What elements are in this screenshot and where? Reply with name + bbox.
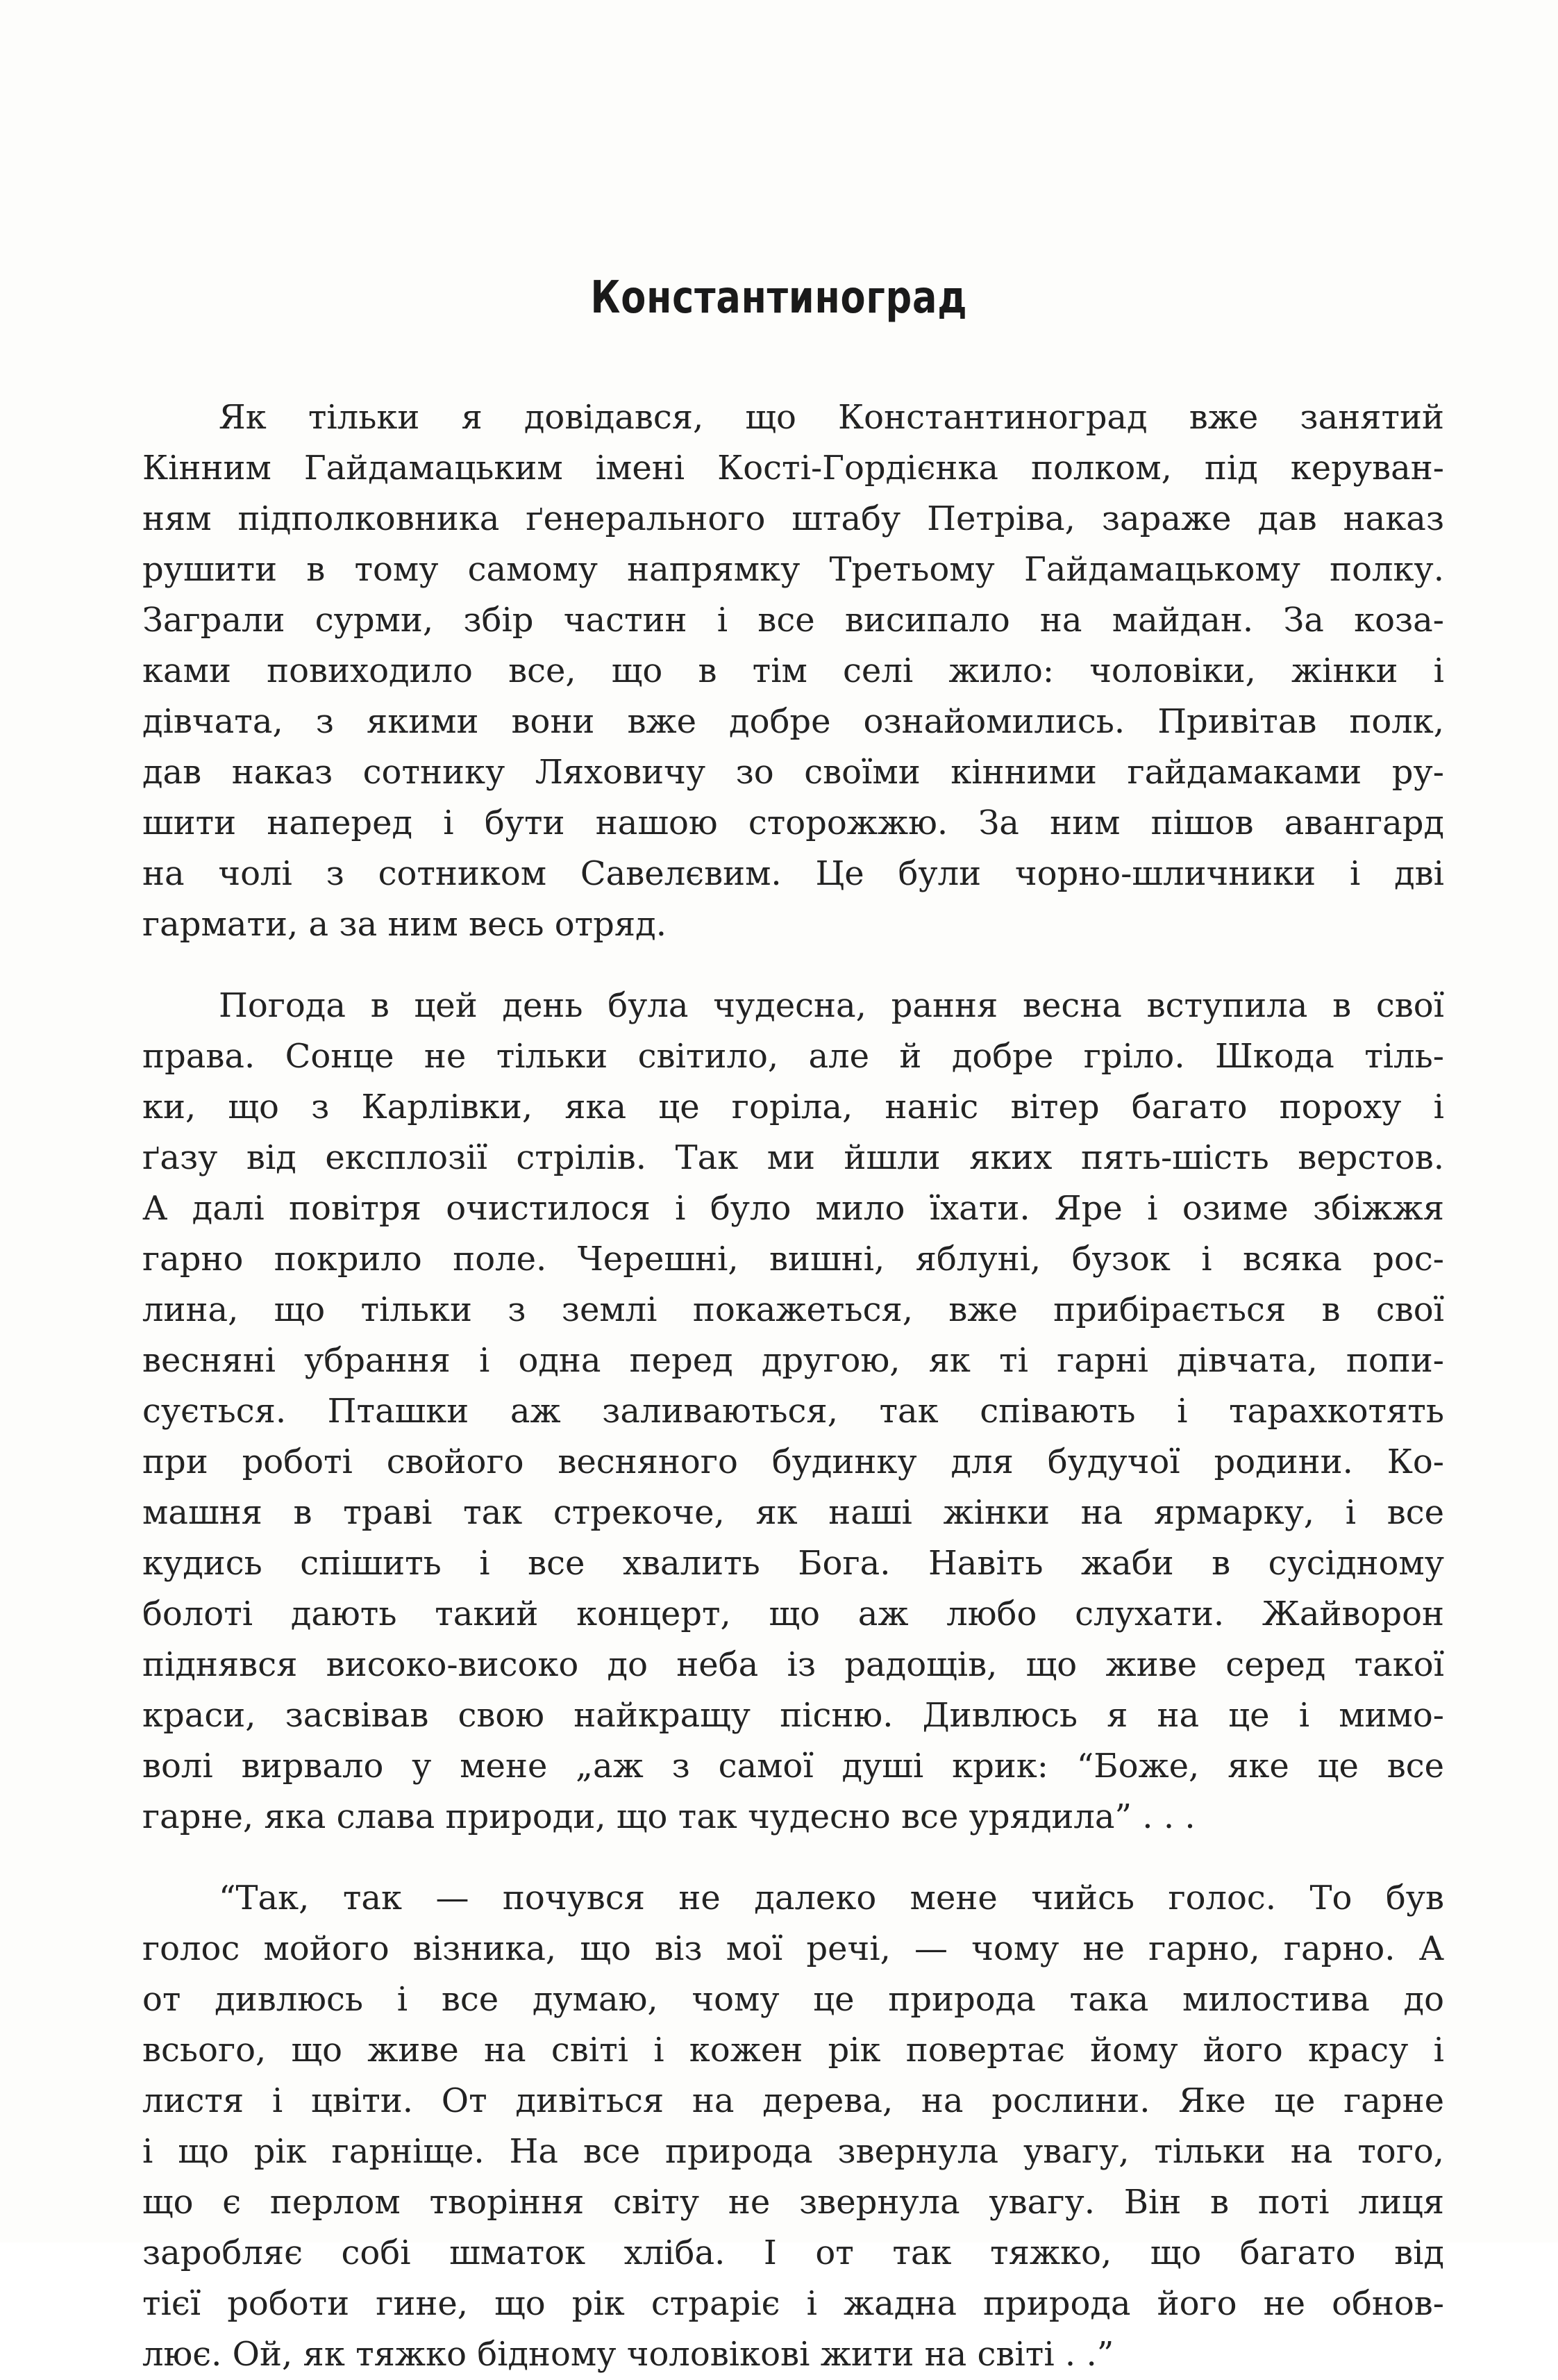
text-line: гармати, а за ним весь отряд. (142, 905, 667, 944)
text-line: кудись спішить і все хвалить Бога. Навіть жаби в сусідному (142, 1544, 1444, 1583)
text-line: що є перлом творіння світу не звернула увагу. Він в поті лиця (142, 2183, 1444, 2222)
text-line: дав наказ сотнику Ляховичу зо своїми кінними гайдамаками ру- (142, 753, 1444, 792)
text-line: волі вирвало у мене „аж з самої душі крик: “Боже, яке це все (142, 1747, 1444, 1786)
text-line: Як тільки я довідався, що Константиноград вже занятий (219, 398, 1444, 437)
text-line: сується. Пташки аж заливаються, так співають і тарахкотять (142, 1392, 1444, 1431)
text-line: от дивлюсь і все думаю, чому це природа така милостива до (142, 1980, 1444, 2019)
text-line: заробляє собі шматок хліба. І от так тяжко, що багато від (142, 2233, 1444, 2272)
text-line: листя і цвіти. От дивіться на дерева, на рослини. Яке це гарне (142, 2081, 1444, 2120)
text-line: дівчата, з якими вони вже добре ознайомились. Привітав полк, (142, 702, 1444, 741)
text-line: “Так, так — почувся не далеко мене чийсь голос. То був (219, 1879, 1444, 1917)
text-line: права. Сонце не тільки світило, але й добре гріло. Шкода тіль- (142, 1037, 1444, 1076)
paragraph-2 (142, 981, 1444, 1842)
text-line: Кінним Гайдамацьким імені Кості-Гордієнка полком, під керуван- (142, 449, 1444, 488)
text-line: краси, засвівав свою найкращу пісню. Дивлюсь я на це і мимо- (142, 1696, 1444, 1735)
text-line: Погода в цей день була чудесна, рання весна вступила в свої (219, 986, 1444, 1025)
text-line: гарно покрило поле. Черешні, вишні, яблуні, бузок і всяка рос- (142, 1240, 1444, 1279)
paragraph-spacer (142, 950, 1444, 981)
text-line: лює. Ой, як тяжко бідному чоловікові жити на світі . .” (142, 2335, 1114, 2374)
text-line: лина, що тільки з землі покажеться, вже прибірається в свої (142, 1290, 1444, 1329)
text-line: голос мойого візника, що віз мої речі, — чому не гарно, гарно. А (142, 1929, 1444, 1968)
text-line: всього, що живе на світі і кожен рік повертає йому його красу і (142, 2031, 1444, 2070)
text-line: машня в траві так стрекоче, як наші жінки на ярмарку, і все (142, 1493, 1444, 1532)
text-line: ки, що з Карлівки, яка це горіла, наніс вітер багато пороху і (142, 1088, 1444, 1126)
paragraph-3 (142, 1873, 1444, 2380)
text-line: гарне, яка слава природи, що так чудесно все урядила” . . . (142, 1797, 1196, 1836)
text-line: А далі повітря очистилося і було мило їхати. Яре і озиме збіжжя (142, 1189, 1444, 1228)
text-line: ням підполковника ґенерального штабу Петріва, зараже дав наказ (142, 499, 1444, 538)
chapter-body (142, 392, 1444, 2380)
text-line: Заграли сурми, збір частин і все висипало на майдан. За коза- (142, 601, 1444, 640)
paragraph-spacer (142, 1842, 1444, 1873)
text-line: шити наперед і бути нашою сторожжю. За ним пішов авангард (142, 804, 1444, 842)
text-line: на чолі з сотником Савелєвим. Це були чорно-шличники і дві (142, 854, 1444, 893)
text-line: піднявся високо-високо до неба із радощів, що живе серед такої (142, 1645, 1444, 1684)
text-line: ґазу від експлозії стрілів. Так ми йшли яких пять-шість верстов. (142, 1138, 1444, 1177)
text-line: при роботі свойого весняного будинку для будучої родини. Ко- (142, 1442, 1444, 1481)
paragraph-1 (142, 392, 1444, 950)
text-line: болоті дають такий концерт, що аж любо слухати. Жайворон (142, 1595, 1444, 1633)
text-line: ками повиходило все, що в тім селі жило: чоловіки, жінки і (142, 651, 1444, 690)
chapter-title: Константиноград (590, 272, 968, 324)
text-line: тієї роботи гине, що рік страріє і жадна природа його не обнов- (142, 2284, 1444, 2323)
text-line: і що рік гарніще. На все природа звернула увагу, тільки на того, (142, 2132, 1444, 2171)
text-line: рушити в тому самому напрямку Третьому Гайдамацькому полку. (142, 550, 1444, 589)
text-line: весняні убрання і одна перед другою, як ті гарні дівчата, попи- (142, 1341, 1444, 1380)
